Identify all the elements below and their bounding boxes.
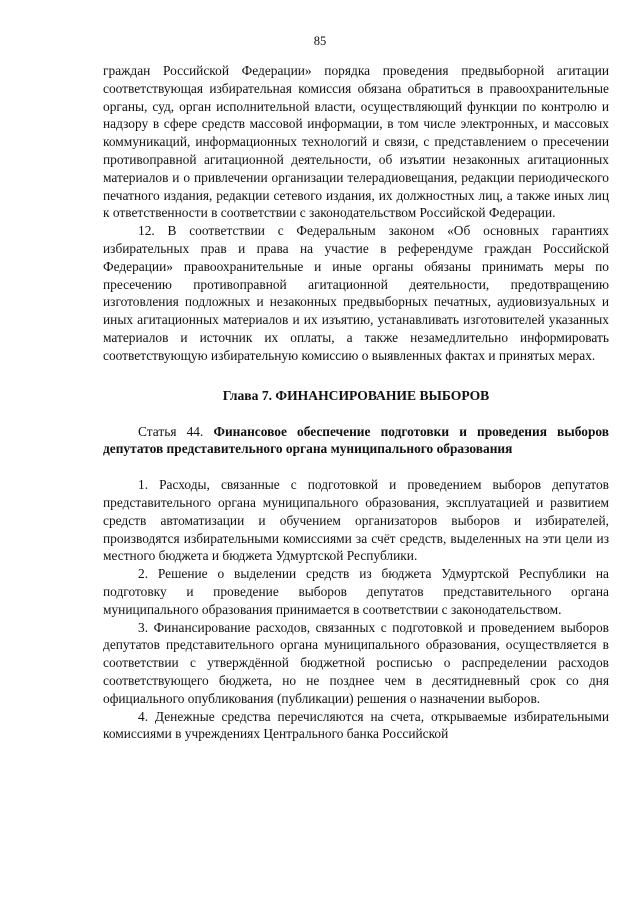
paragraph: 12. В соответствии с Федеральным законом «Об основных гарантиях избирательных прав и права на участие в референдуме граждан Российской Федерации» правоохранительные и иные органы обязаны принимать меры по пресечению противоправной агитационной деятельности, предотвращению изготовления подложных и незаконных предвыборных печатных, аудиовизуальных и иных агитационных материалов и их изъятию, устанавливать изготовителей указанных материалов и источник их оплаты, а также незамедлительно информировать соответствующую избирательную комиссию о выявленных фактах и принятых мерах. (103, 223, 609, 363)
article-heading (103, 423, 609, 459)
document-body (103, 62, 609, 743)
top-text-block (103, 62, 609, 365)
article-text-block (103, 476, 609, 743)
article-label: Статья 44. (138, 423, 204, 439)
paragraph: 3. Финансирование расходов, связанных с подготовкой и проведением выборов депутатов представительного органа муниципального образования, осуществляется в соответствии с утверждённой бюджетной росписью о распределении расходов соответствующего бюджета, но не позднее чем в десятидневный срок со дня официального опубликования (публикации) решения о назначении выборов. (103, 619, 609, 706)
paragraph: 4. Денежные средства перечисляются на счета, открываемые избирательными комиссиями в учреждениях Центрального банка Российской (103, 708, 609, 742)
paragraph: 1. Расходы, связанные с подготовкой и проведением выборов депутатов представительного органа муниципального образования, эксплуатацией и развитием средств автоматизации и обучением организаторов выборов и избирателей, производятся избирательными комиссиями за счёт средств, выделенных на эти цели из местного бюджета и бюджета Удмуртской Республики. (103, 477, 609, 564)
page-number: 85 (313, 34, 327, 48)
article-title: Финансовое обеспечение подготовки и проведения выборов депутатов представительного органа муниципального образования (103, 423, 609, 457)
paragraph: граждан Российской Федерации» порядка проведения предвыборной агитации соответствующая избирательная комиссия обязана обратиться в правоохранительные органы, суд, орган исполнительной власти, осуществляющий функции по контролю и надзору в сфере средств массовой информации, в том числе электронных, и массовых коммуникаций, информационных технологий и связи, с представлением о пресечении противоправной агитационной деятельности, об изъятии незаконных агитационных материалов и о привлечении организации телерадиовещания, редакции периодического печатного издания, редакции сетевого издания, их должностных лиц, а также иных лиц к ответственности в соответствии с законодательством Российской Федерации. (103, 63, 609, 221)
paragraph: 2. Решение о выделении средств из бюджета Удмуртской Республики на подготовку и проведение выборов депутатов представительного органа муниципального образования принимается в соответствии с законодательством. (103, 566, 609, 617)
chapter-heading: Глава 7. ФИНАНСИРОВАНИЕ ВЫБОРОВ (222, 387, 490, 403)
